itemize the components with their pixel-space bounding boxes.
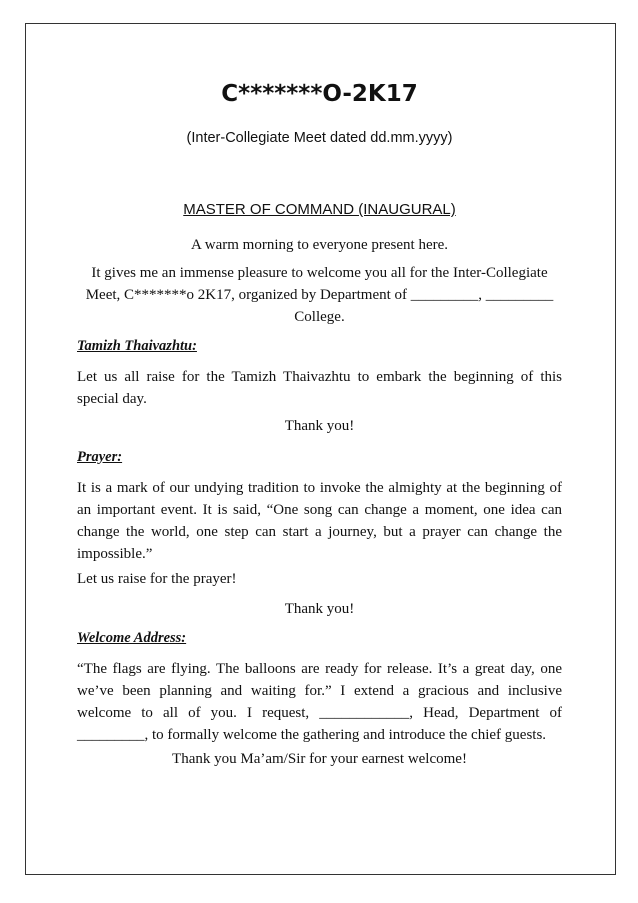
welcome-intro-text: It gives me an immense pleasure to welcome you all for the Inter-Collegiate Meet, C*******o 2K17, organized by Department of _________, _________ College. [85,265,554,325]
document-title: C*******O-2K17 [221,81,418,107]
welcome-address-paragraph: “The flags are flying. The balloons are ready for release. It’s a great day, one we’ve been planning and waiting for.” I extend a gracious and inclusive welcome to all of you. I request, ____________, Head, Department of _________, to formally welcome the gathering and introduce the chief guests. [77,661,562,743]
heading-welcome-address: Welcome Address: [77,630,187,646]
prayer-call-text: Let us raise for the prayer! [77,571,237,587]
welcome-address-closing: Thank you Ma’am/Sir for your earnest welcome! [172,751,467,767]
section-title: MASTER OF COMMAND (INAUGURAL) [183,201,456,218]
heading-tamizh-thaivazhtu: Tamizh Thaivazhtu: [77,338,197,354]
prayer-paragraph: It is a mark of our undying tradition to invoke the almighty at the beginning of an important event. It is said, “One song can change a moment, one idea can change the world, one step can start a journey, but a prayer can change the impossible.” [77,480,562,562]
document-subtitle: (Inter-Collegiate Meet dated dd.mm.yyyy) [186,130,453,146]
tamizh-thaivazhtu-paragraph: Let us all raise for the Tamizh Thaivazhtu to embark the beginning of this special day. [77,369,562,407]
heading-prayer: Prayer: [77,449,123,465]
greeting-text: A warm morning to everyone present here. [191,237,448,253]
prayer-closing: Thank you! [284,601,355,617]
tamizh-thaivazhtu-closing: Thank you! [284,418,355,434]
